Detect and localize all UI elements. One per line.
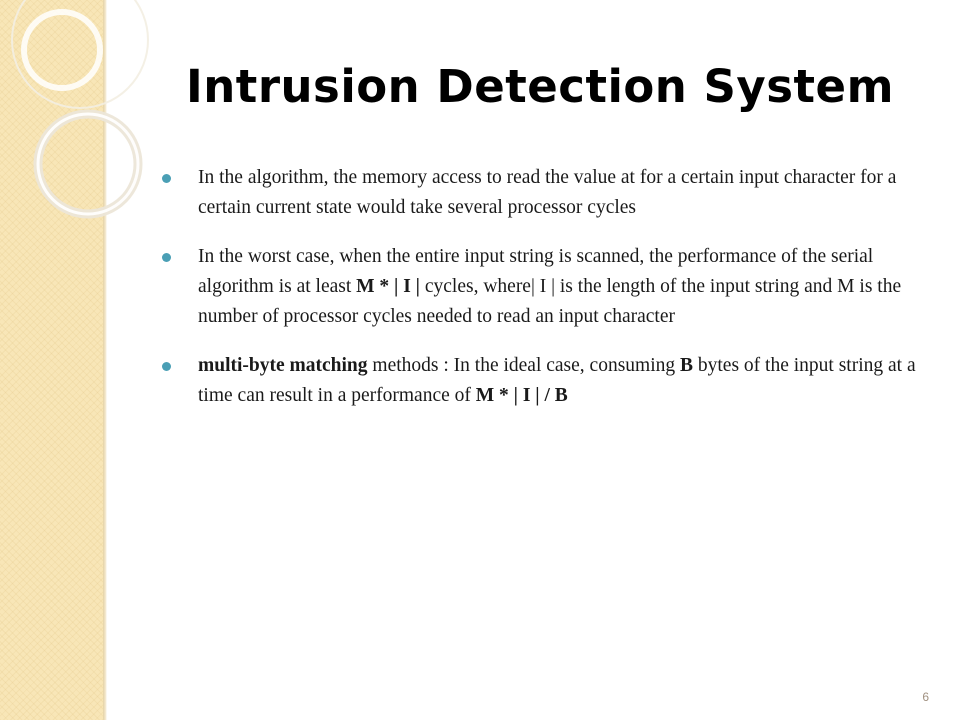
decorative-rings bbox=[0, 0, 180, 260]
bullet-dot-icon bbox=[162, 253, 171, 262]
bullet-text-run: In the algorithm, the memory access to read the value at for a certain input character for a certain current state would take several processor cycles bbox=[198, 167, 897, 218]
bullet-text-run-bold: multi-byte matching bbox=[198, 355, 368, 376]
bullet-text-run: bytes of the input string at a time can result in a performance of bbox=[198, 355, 916, 406]
small-ring bbox=[24, 12, 100, 88]
bullet-text bbox=[198, 167, 896, 218]
bullet-text-run-bold: M * | I | bbox=[356, 276, 420, 297]
bullet-text bbox=[198, 246, 901, 327]
lower-ring-highlight bbox=[38, 114, 138, 214]
bullet-dot-icon bbox=[162, 362, 171, 371]
bullet-text-run: In the worst case, when the entire input string is scanned, the performance of the serial algorithm is at least bbox=[198, 246, 874, 297]
bullet-text-run: cycles, where| I | is the length of the input string and M is the number of processor cycles needed to read an input character bbox=[198, 276, 902, 327]
bullet-item bbox=[158, 242, 930, 332]
bullet-item bbox=[158, 351, 930, 411]
bullet-list bbox=[158, 163, 930, 430]
bullet-item bbox=[158, 163, 930, 223]
bullet-text-run-bold: B bbox=[680, 355, 694, 376]
bullet-dot-icon bbox=[162, 174, 171, 183]
page-number: 6 bbox=[922, 690, 929, 704]
slide-title: Intrusion Detection System bbox=[186, 60, 894, 113]
bullet-text-run: methods : In the ideal case, consuming bbox=[367, 355, 680, 376]
bullet-text bbox=[198, 355, 916, 406]
bullet-text-run-bold: M * | I | / B bbox=[475, 385, 568, 406]
